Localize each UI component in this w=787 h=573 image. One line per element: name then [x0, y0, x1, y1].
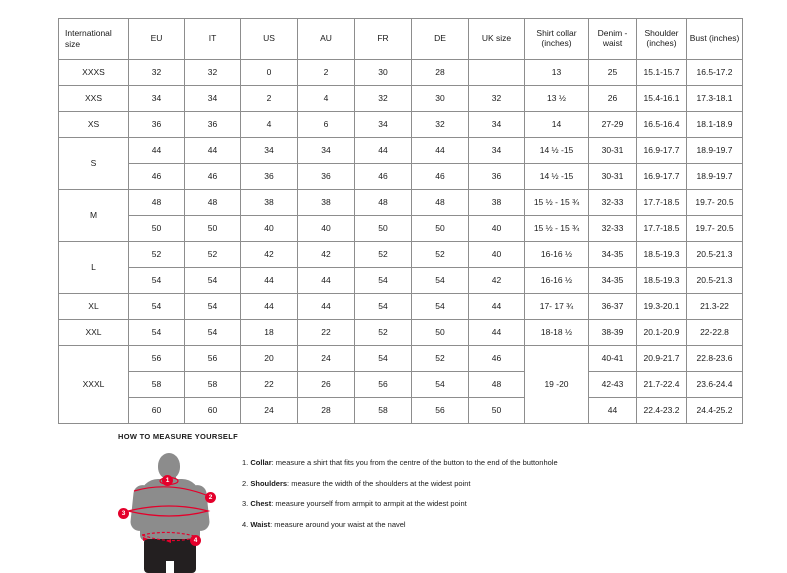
instruction-term: Chest	[250, 499, 272, 508]
column-header-it: IT	[185, 19, 241, 60]
cell-shoulder: 22.4-23.2	[637, 398, 687, 424]
cell-collar: 16-16 ½	[525, 242, 589, 268]
cell-eu: 50	[129, 216, 185, 242]
cell-eu: 36	[129, 112, 185, 138]
cell-bust: 16.5-17.2	[687, 60, 743, 86]
table-row	[59, 346, 743, 372]
cell-it: 54	[185, 294, 241, 320]
cell-it: 32	[185, 60, 241, 86]
instruction-chest	[242, 500, 558, 508]
size-table	[58, 18, 743, 424]
size-label: XXS	[59, 86, 129, 112]
cell-us: 36	[241, 164, 298, 190]
cell-collar: 17- 17 ¾	[525, 294, 589, 320]
size-label: S	[59, 138, 129, 190]
cell-us: 18	[241, 320, 298, 346]
column-header-us: US	[241, 19, 298, 60]
size-label: L	[59, 242, 129, 294]
marker-1-collar: 1	[162, 475, 173, 486]
how-to-measure-body	[118, 451, 738, 571]
cell-bust: 18.9-19.7	[687, 164, 743, 190]
figure-torso	[140, 479, 200, 541]
cell-de: 52	[412, 346, 469, 372]
cell-bust: 23.6-24.4	[687, 372, 743, 398]
cell-denim: 25	[589, 60, 637, 86]
cell-shoulder: 17.7-18.5	[637, 216, 687, 242]
cell-bust: 22-22.8	[687, 320, 743, 346]
cell-de: 44	[412, 138, 469, 164]
cell-it: 54	[185, 268, 241, 294]
cell-denim: 32-33	[589, 190, 637, 216]
cell-bust: 24.4-25.2	[687, 398, 743, 424]
column-header-eu: EU	[129, 19, 185, 60]
size-table-container	[58, 18, 740, 424]
cell-denim: 36-37	[589, 294, 637, 320]
cell-bust: 22.8-23.6	[687, 346, 743, 372]
instruction-text: : measure yourself from armpit to armpit at the widest point	[271, 499, 467, 508]
cell-de: 54	[412, 268, 469, 294]
cell-shoulder: 21.7-22.4	[637, 372, 687, 398]
cell-uk	[469, 60, 525, 86]
cell-eu: 48	[129, 190, 185, 216]
cell-collar: 15 ½ - 15 ¾	[525, 190, 589, 216]
column-header-international-size: International size	[59, 19, 129, 60]
cell-denim: 34-35	[589, 242, 637, 268]
cell-shoulder: 16.5-16.4	[637, 112, 687, 138]
cell-fr: 48	[355, 190, 412, 216]
size-label: M	[59, 190, 129, 242]
cell-shoulder: 17.7-18.5	[637, 190, 687, 216]
cell-au: 44	[298, 268, 355, 294]
cell-us: 22	[241, 372, 298, 398]
cell-collar: 14 ½ -15	[525, 164, 589, 190]
cell-uk: 48	[469, 372, 525, 398]
figure-shorts-notch	[166, 561, 174, 573]
instruction-term: Shoulders	[250, 478, 288, 488]
cell-us: 38	[241, 190, 298, 216]
cell-uk: 44	[469, 320, 525, 346]
table-row	[59, 112, 743, 138]
cell-uk: 40	[469, 216, 525, 242]
cell-de: 54	[412, 372, 469, 398]
cell-de: 56	[412, 398, 469, 424]
cell-de: 28	[412, 60, 469, 86]
table-row	[59, 138, 743, 164]
table-row	[59, 320, 743, 346]
cell-bust: 19.7- 20.5	[687, 190, 743, 216]
table-row	[59, 216, 743, 242]
instruction-number: 1.	[242, 458, 249, 467]
body-figure-illustration	[118, 451, 228, 571]
cell-denim: 27-29	[589, 112, 637, 138]
instruction-text: : measure the width of the shoulders at the widest point	[287, 478, 471, 488]
cell-au: 40	[298, 216, 355, 242]
cell-it: 46	[185, 164, 241, 190]
cell-fr: 46	[355, 164, 412, 190]
column-header-denim-waist: Denim - waist	[589, 19, 637, 60]
cell-fr: 32	[355, 86, 412, 112]
instruction-waist	[242, 521, 558, 529]
cell-fr: 56	[355, 372, 412, 398]
cell-uk: 32	[469, 86, 525, 112]
cell-fr: 44	[355, 138, 412, 164]
cell-us: 34	[241, 138, 298, 164]
cell-collar: 16-16 ½	[525, 268, 589, 294]
cell-us: 20	[241, 346, 298, 372]
cell-bust: 20.5-21.3	[687, 242, 743, 268]
instruction-text: : measure around your waist at the navel	[270, 519, 406, 529]
cell-collar: 15 ½ - 15 ¾	[525, 216, 589, 242]
how-to-measure-section	[118, 432, 738, 571]
cell-it: 52	[185, 242, 241, 268]
cell-de: 46	[412, 164, 469, 190]
instruction-number: 4.	[242, 519, 249, 529]
cell-uk: 40	[469, 242, 525, 268]
table-row	[59, 190, 743, 216]
cell-denim: 42-43	[589, 372, 637, 398]
cell-au: 28	[298, 398, 355, 424]
cell-it: 34	[185, 86, 241, 112]
instruction-term: Collar	[250, 458, 272, 467]
cell-au: 2	[298, 60, 355, 86]
cell-shoulder: 15.1-15.7	[637, 60, 687, 86]
how-to-measure-title: HOW TO MEASURE YOURSELF	[118, 432, 238, 441]
cell-au: 44	[298, 294, 355, 320]
header-row	[59, 19, 743, 60]
cell-fr: 54	[355, 294, 412, 320]
cell-us: 2	[241, 86, 298, 112]
cell-it: 48	[185, 190, 241, 216]
cell-denim: 38-39	[589, 320, 637, 346]
cell-de: 50	[412, 216, 469, 242]
instruction-number: 2.	[242, 478, 249, 488]
cell-fr: 58	[355, 398, 412, 424]
cell-it: 58	[185, 372, 241, 398]
cell-fr: 54	[355, 268, 412, 294]
cell-shoulder: 20.1-20.9	[637, 320, 687, 346]
size-label: XXXL	[59, 346, 129, 424]
cell-bust: 19.7- 20.5	[687, 216, 743, 242]
cell-fr: 52	[355, 242, 412, 268]
instruction-collar	[242, 459, 558, 467]
cell-uk: 46	[469, 346, 525, 372]
cell-fr: 54	[355, 346, 412, 372]
cell-bust: 18.9-19.7	[687, 138, 743, 164]
cell-bust: 18.1-18.9	[687, 112, 743, 138]
column-header-uk-size: UK size	[469, 19, 525, 60]
cell-us: 4	[241, 112, 298, 138]
size-label: XS	[59, 112, 129, 138]
cell-us: 0	[241, 60, 298, 86]
cell-de: 48	[412, 190, 469, 216]
cell-eu: 54	[129, 320, 185, 346]
cell-denim: 32-33	[589, 216, 637, 242]
cell-shoulder: 16.9-17.7	[637, 138, 687, 164]
instruction-text: : measure a shirt that fits you from the centre of the button to the end of the buttonhole	[271, 458, 558, 467]
cell-it: 56	[185, 346, 241, 372]
column-header-fr: FR	[355, 19, 412, 60]
cell-uk: 36	[469, 164, 525, 190]
cell-shoulder: 19.3-20.1	[637, 294, 687, 320]
cell-de: 50	[412, 320, 469, 346]
marker-3-chest: 3	[118, 508, 129, 519]
cell-eu: 54	[129, 294, 185, 320]
cell-it: 50	[185, 216, 241, 242]
cell-au: 22	[298, 320, 355, 346]
cell-denim: 30-31	[589, 138, 637, 164]
table-row	[59, 164, 743, 190]
cell-de: 52	[412, 242, 469, 268]
size-table-header	[59, 19, 743, 60]
cell-denim: 30-31	[589, 164, 637, 190]
instruction-number: 3.	[242, 499, 249, 508]
cell-collar: 18-18 ½	[525, 320, 589, 346]
cell-eu: 60	[129, 398, 185, 424]
cell-us: 42	[241, 242, 298, 268]
size-label: XXXS	[59, 60, 129, 86]
cell-eu: 32	[129, 60, 185, 86]
size-label: XL	[59, 294, 129, 320]
cell-uk: 50	[469, 398, 525, 424]
cell-eu: 54	[129, 268, 185, 294]
measurement-instructions	[242, 459, 558, 541]
cell-shoulder: 18.5-19.3	[637, 268, 687, 294]
cell-au: 4	[298, 86, 355, 112]
cell-us: 24	[241, 398, 298, 424]
table-row	[59, 268, 743, 294]
column-header-au: AU	[298, 19, 355, 60]
size-label: XXL	[59, 320, 129, 346]
cell-au: 36	[298, 164, 355, 190]
cell-bust: 20.5-21.3	[687, 268, 743, 294]
table-row	[59, 372, 743, 398]
cell-us: 44	[241, 294, 298, 320]
cell-shoulder: 16.9-17.7	[637, 164, 687, 190]
column-header-shirt-collar: Shirt collar (inches)	[525, 19, 589, 60]
cell-de: 54	[412, 294, 469, 320]
cell-shoulder: 15.4-16.1	[637, 86, 687, 112]
cell-denim: 34-35	[589, 268, 637, 294]
cell-eu: 44	[129, 138, 185, 164]
cell-collar: 13	[525, 60, 589, 86]
cell-collar: 19 -20	[525, 346, 589, 424]
cell-au: 34	[298, 138, 355, 164]
table-row	[59, 242, 743, 268]
cell-collar: 14	[525, 112, 589, 138]
cell-au: 38	[298, 190, 355, 216]
cell-fr: 34	[355, 112, 412, 138]
marker-4-waist: 4	[190, 535, 201, 546]
cell-shoulder: 18.5-19.3	[637, 242, 687, 268]
cell-au: 42	[298, 242, 355, 268]
cell-fr: 52	[355, 320, 412, 346]
table-row	[59, 86, 743, 112]
cell-us: 44	[241, 268, 298, 294]
column-header-bust: Bust (inches)	[687, 19, 743, 60]
cell-collar: 14 ½ -15	[525, 138, 589, 164]
table-row	[59, 398, 743, 424]
cell-uk: 38	[469, 190, 525, 216]
cell-uk: 34	[469, 112, 525, 138]
instruction-term: Waist	[250, 519, 271, 529]
cell-collar: 13 ½	[525, 86, 589, 112]
table-row	[59, 60, 743, 86]
cell-fr: 30	[355, 60, 412, 86]
cell-it: 36	[185, 112, 241, 138]
cell-de: 32	[412, 112, 469, 138]
cell-bust: 21.3-22	[687, 294, 743, 320]
cell-uk: 34	[469, 138, 525, 164]
marker-2-shoulders: 2	[205, 492, 216, 503]
cell-it: 60	[185, 398, 241, 424]
cell-it: 44	[185, 138, 241, 164]
cell-it: 54	[185, 320, 241, 346]
column-header-shoulder: Shoulder (inches)	[637, 19, 687, 60]
size-table-body	[59, 60, 743, 424]
cell-uk: 42	[469, 268, 525, 294]
cell-uk: 44	[469, 294, 525, 320]
table-row	[59, 294, 743, 320]
cell-au: 6	[298, 112, 355, 138]
cell-eu: 52	[129, 242, 185, 268]
cell-de: 30	[412, 86, 469, 112]
cell-au: 26	[298, 372, 355, 398]
instruction-shoulders	[242, 480, 558, 488]
cell-au: 24	[298, 346, 355, 372]
cell-fr: 50	[355, 216, 412, 242]
cell-eu: 46	[129, 164, 185, 190]
cell-us: 40	[241, 216, 298, 242]
cell-denim: 44	[589, 398, 637, 424]
cell-bust: 17.3-18.1	[687, 86, 743, 112]
cell-eu: 56	[129, 346, 185, 372]
column-header-de: DE	[412, 19, 469, 60]
cell-denim: 26	[589, 86, 637, 112]
cell-eu: 34	[129, 86, 185, 112]
cell-shoulder: 20.9-21.7	[637, 346, 687, 372]
cell-denim: 40-41	[589, 346, 637, 372]
cell-eu: 58	[129, 372, 185, 398]
